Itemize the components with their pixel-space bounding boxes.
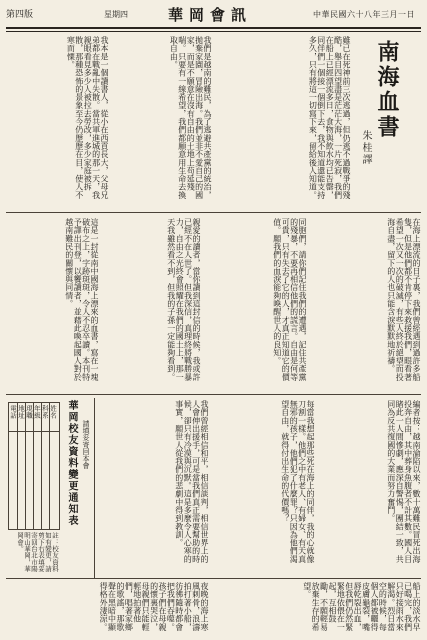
header-rule [6,27,421,29]
notice-subtitle: 請填妥寄回本會 [82,420,90,469]
notice-separator [94,398,95,578]
article-column: 同胞們，請你們記住我們的遭遇，記住共產黨的殘暴，不要再相信他們的謊言。自由是何等可貴，只有失去了它的人，才真正知道它的價值。願我們的血淚能夠喚醒世人的良知。 [272,218,307,381]
form-label: 科系 [41,405,49,419]
form-label: 現職 [25,405,33,419]
band-divider [6,394,421,395]
article-column: 每當我想起那些死在海上的同伴，我的心就像刀割一樣。他們之中有老人、有婦女、有天真無邪的孩子，他們犯了什麼罪？只因為他們渴望自由，就得付出生命的代價嗎？ [280,400,315,563]
article-column: 船上的淡水早已喝完，我們只好接雨水來解渴。烈日當空的時候，每個人都被曬得皮膚龜裂，嘴唇乾裂出血，但我們仍然緊緊地依偎在一起，互相鼓勵，不願輕易放棄生存的希望。 [302,582,421,631]
header-rule-thin [6,31,421,32]
alumni-change-form [8,402,60,530]
article-title: 南海血書 [374,40,400,140]
page-number: 第四版 [6,10,34,20]
article-column: 編者按：越南淪陷以來，數十萬難民冒死出海投奔自由，其中葬身魚腹者不計其數。國人目睹此一人間慘劇，應深自警惕，團結一致，共同為反共復國的大業而努力奮鬥。 [386,400,421,563]
band-divider [6,212,421,213]
article-column: 這是一封從南中國海上漂來的血書，寫在一塊破布之上，字跡斑斑，令人不忍卒讀。本刊特予譯出刊登，以饗讀者，並藉此喚起國人對於越南難民的關懷與同情。 [64,218,99,381]
issue-weekday: 星期四 [104,10,128,19]
article-column: 夜晚的海上寒風刺骨，浪濤拍打著小船，彷彿隨時都會把我們吞噬。孩子們在母親的懷裏哭泣，母親們只能輕輕地拍著他們，唱著家鄉的歌謠，那歌聲在黑暗中顯得格外淒涼。 [99,582,209,631]
masthead-title: 華岡會訊 [167,6,252,24]
form-label: 姓名 [49,405,57,419]
article-column: 我們是越南的難民，為了逃避共產黨的統治，拋棄家園，冒險出海。我們並非不愛自己的國家，而是不願意在沒有自由的土地上苟延殘喘。只要有一線希望，我們都願意用生命去換取自由。 [169,36,212,199]
article-column: 在海上漂流的日子裏，我們曾經遇到過許多船隻，但是他們都不肯停下來救援我們，眼看著希望一次又一次的破滅，有些人終於絕望而投海自盡，留下的人也只能含淚默默地祈禱。 [386,218,421,381]
form-label: 電話 [9,405,17,419]
article-author: 朱桂譯 [360,130,371,166]
article-column: 親愛的讀者，當你讀到這封信的時候，我或許已經不在人世了。但我深信，真理終將戰勝暴力，自由之光終會照耀在我們的國土上，那一天我雖然看不到，但我的子孫一定能夠看到。 [166,218,201,381]
notice-title: 華岡校友資料變更通知表 [66,400,77,527]
form-label: 地址 [17,405,25,419]
notice-footnote: 註：校友資料如有變更，請剪下右表填妥寄回台北市陽明山華岡，華岡會。 [16,532,59,572]
issue-date: 中華民國六十八年三月一日 [313,10,415,19]
article-column: 雖已在死神前三次逃過，但仍逃不過戰爭的殘酷，舉目四望盡是茫茫大海，一片死寂，我們在船上已經漂流多日，食物與飲水均已告罄，同伴們一個接一個倒下去，我不知道還能支持多久，只有將這一切寫下來，留給後人知道。 [308,36,351,199]
band-divider [6,578,421,579]
form-label: 年級 [33,405,41,419]
article-column: 我們曾經相信和平，相信談判，相信世界上的人會伸出援手，可是當我們真正需要幫助的時候，卻只有冷漠與沉默。這是多麼令人心寒的事實，願世人從我們的悲劇中得到教訓。 [174,400,209,563]
article-column: 我本是一個讀書人，從小在西貢長大，父母兄弟都在戰亂中失散。當共軍進城的那一天，我親眼看見多少人被拉去勞改，多少家庭被拆散，那種恐怖的景象至今仍歷歷在目，使人不寒而慄。 [66,36,109,199]
